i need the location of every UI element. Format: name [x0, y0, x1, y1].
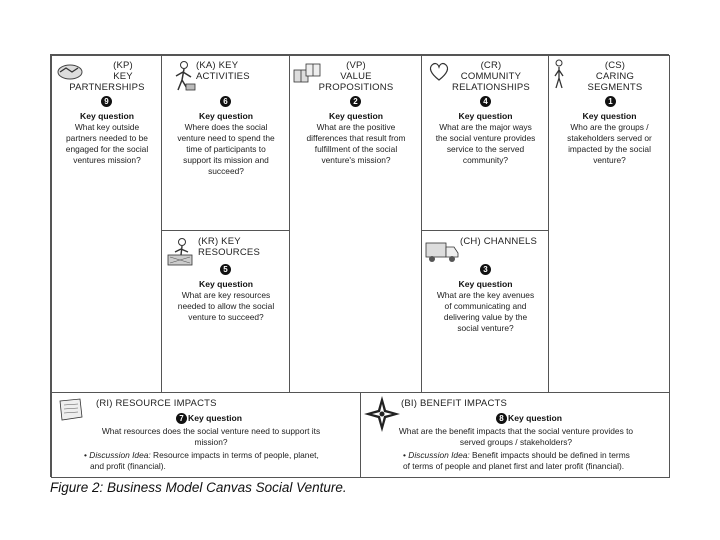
kp-title-line: KEY	[113, 71, 133, 82]
vp-question	[290, 122, 422, 166]
cr-title-line: COMMUNITY	[460, 71, 522, 82]
ch-number-badge: 3	[480, 264, 491, 275]
kr-key-question-label: Key question	[199, 279, 253, 289]
question-line: venture's mission?	[321, 155, 391, 165]
question-line: What are the key avenues	[436, 290, 535, 300]
question-line: mission?	[194, 437, 228, 447]
ri-key-question-row	[176, 413, 356, 425]
ch-key-question-label: Key question	[458, 279, 513, 289]
resource-impacts-block	[51, 392, 361, 478]
worker-icon	[172, 60, 196, 92]
kp-question	[52, 122, 162, 166]
question-line: stakeholders served or	[567, 133, 652, 143]
key-resources-block	[161, 230, 290, 393]
question-line: What are key resources	[181, 290, 271, 300]
question-line: fulfillment of the social	[314, 144, 398, 154]
discussion-line: Benefit impacts should be defined in terms	[472, 450, 630, 460]
question-line: partners needed to be	[66, 133, 148, 143]
bi-key-question-label: Key question	[508, 413, 562, 423]
discussion-label: Discussion Idea:	[89, 450, 151, 460]
question-line: served groups / stakeholders?	[459, 437, 573, 447]
discussion-line: of terms of people and planet first and later profit (financial).	[403, 461, 625, 471]
bi-number-badge: 8	[496, 413, 507, 424]
ka-title-line: ACTIVITIES	[196, 71, 250, 82]
question-line: needed to allow the social	[177, 301, 275, 311]
resources-icon	[166, 237, 196, 269]
caring-segments-block	[548, 55, 670, 393]
question-line: What are the major ways	[439, 122, 532, 132]
key-activities-block	[161, 55, 290, 231]
cs-key-question-label: Key question	[582, 111, 637, 121]
cs-title-line: SEGMENTS	[587, 82, 643, 93]
question-line: What resources does the social venture need to support its	[101, 426, 321, 436]
kr-title-line: (KR) KEY	[198, 236, 241, 247]
cr-title-line: (CR)	[480, 60, 502, 71]
ch-title-line: (CH) CHANNELS	[460, 236, 538, 247]
vp-title-line: (VP)	[346, 60, 366, 71]
document-scroll-icon	[56, 397, 86, 423]
truck-icon	[424, 237, 460, 265]
question-line: delivering value by the	[443, 312, 528, 322]
discussion-label: Discussion Idea:	[408, 450, 470, 460]
question-line: the social venture provides	[435, 133, 536, 143]
ka-key-question-label: Key question	[199, 111, 253, 121]
cs-title-line: (CS)	[604, 60, 626, 71]
bullet: •	[84, 450, 87, 460]
cs-question	[549, 122, 670, 166]
ri-title: (RI) RESOURCE IMPACTS	[96, 398, 217, 409]
business-model-canvas	[50, 54, 669, 477]
question-line: engaged for the social	[65, 144, 149, 154]
question-line: differences that result from	[306, 133, 406, 143]
vp-title-line: VALUE	[340, 71, 372, 82]
kp-title-line: (KP)	[113, 60, 133, 71]
cr-question	[422, 122, 549, 166]
kr-number-badge: 5	[220, 264, 231, 275]
discussion-line: Resource impacts in terms of people, planet,	[153, 450, 319, 460]
handshake-icon	[56, 60, 84, 82]
benefit-impacts-block	[360, 392, 670, 478]
question-line: What are the benefit impacts that the social venture provides to	[398, 426, 634, 436]
kp-key-question-label: Key question	[80, 111, 134, 121]
channels-block	[421, 230, 549, 393]
bi-key-question-row	[496, 413, 666, 425]
question-line: What key outside	[74, 122, 140, 132]
vp-number-badge: 2	[350, 96, 361, 107]
kr-question	[162, 290, 290, 323]
question-line: social venture?	[457, 323, 514, 333]
question-line: venture?	[593, 155, 626, 165]
bi-question	[365, 426, 667, 448]
bullet: •	[403, 450, 406, 460]
ri-question	[66, 426, 356, 448]
question-line: impacted by the social	[568, 144, 651, 154]
cs-number-badge: 1	[605, 96, 616, 107]
bi-title: (BI) BENEFIT IMPACTS	[401, 398, 508, 409]
vp-title-line: PROPOSITIONS	[318, 82, 394, 93]
cr-title-line: RELATIONSHIPS	[452, 82, 530, 93]
vp-key-question-label: Key question	[329, 111, 383, 121]
question-line: time of participants to	[186, 144, 266, 154]
question-line: venture to succeed?	[188, 312, 264, 322]
question-line: service to the served	[446, 144, 525, 154]
kp-title-line: PARTNERSHIPS	[69, 82, 145, 93]
question-line: support its mission and	[183, 155, 269, 165]
cs-title-line: CARING	[595, 71, 635, 82]
question-line: Where does the social	[184, 122, 268, 132]
ri-key-question-label: Key question	[188, 413, 242, 423]
question-line: What are the positive	[316, 122, 396, 132]
ri-number-badge: 7	[176, 413, 187, 424]
discussion-line: and profit (financial).	[90, 461, 166, 471]
question-line: succeed?	[208, 166, 244, 176]
question-line: community?	[462, 155, 509, 165]
question-line: ventures mission?	[73, 155, 141, 165]
question-line: of communicating and	[444, 301, 527, 311]
ka-number-badge: 6	[220, 96, 231, 107]
key-partnerships-block	[51, 55, 162, 393]
kp-number-badge: 9	[101, 96, 112, 107]
figure-caption: Figure 2: Business Model Canvas Social Venture.	[50, 480, 347, 495]
kr-title-line: RESOURCES	[198, 247, 260, 258]
ka-question	[162, 122, 290, 177]
ch-question	[422, 290, 549, 334]
cr-number-badge: 4	[480, 96, 491, 107]
value-propositions-block	[289, 55, 422, 393]
cr-key-question-label: Key question	[458, 111, 513, 121]
ka-title-line: (KA) KEY	[196, 60, 239, 71]
ri-discussion	[84, 450, 364, 472]
community-relationships-block	[421, 55, 549, 231]
question-line: venture need to spend the	[177, 133, 275, 143]
question-line: Who are the groups /	[570, 122, 649, 132]
bi-discussion	[403, 450, 669, 472]
